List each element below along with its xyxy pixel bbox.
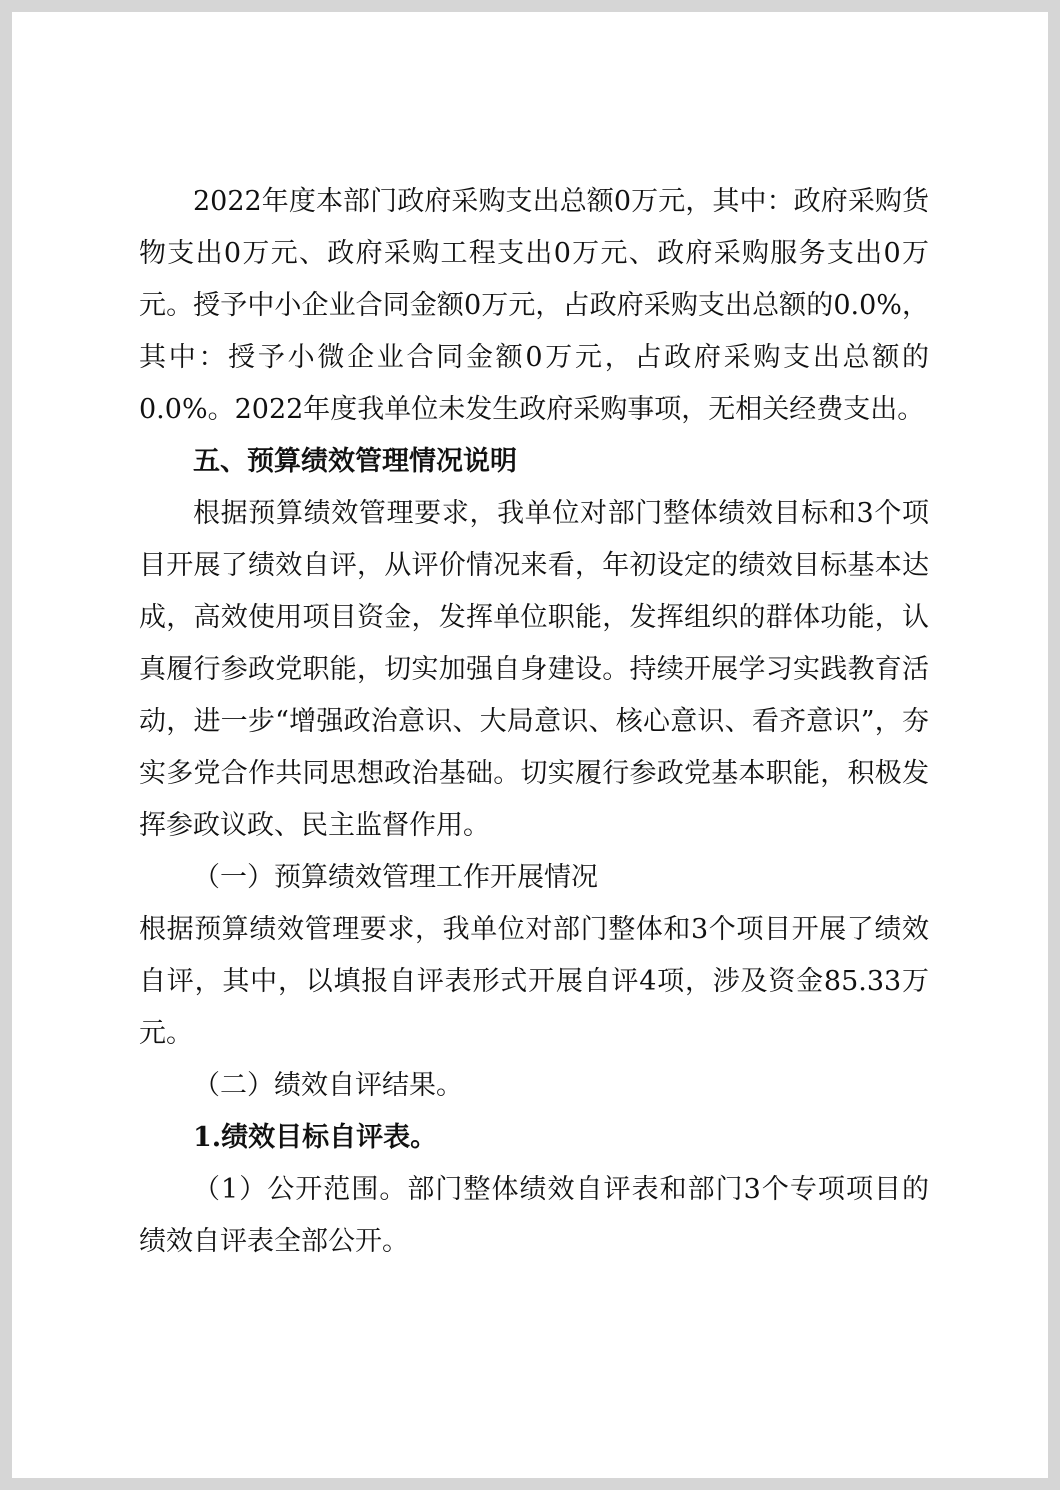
subheading-goal-table: 1.绩效目标自评表。 [193, 1122, 438, 1153]
paragraph-self-evaluation: 根据预算绩效管理要求，我单位对部门整体和3个项目开展了绩效自评，其中，以填报自评表形式开展自评4项，涉及资金85.33万元。 [139, 914, 929, 1049]
section-heading-five: 五、预算绩效管理情况说明 [193, 446, 517, 477]
paragraph-performance-overview: 根据预算绩效管理要求，我单位对部门整体绩效目标和3个项目开展了绩效自评，从评价情况来看，年初设定的绩效目标基本达成，高效使用项目资金，发挥单位职能，发挥组织的群体功能，认真履行参政党职能，切实加强自身建设。持续开展学习实践教育活动，进一步“增强政治意识、大局意识、核心意识、看齐意识”，夯实多党合作共同思想政治基础。切实履行参政党基本职能，积极发挥参政议政、民主监督作用。 [139, 498, 929, 841]
document-body [139, 176, 929, 1268]
document-page [12, 12, 1048, 1478]
subheading-work-progress: （一）预算绩效管理工作开展情况 [193, 862, 598, 893]
paragraph-disclosure-scope: （1）公开范围。部门整体绩效自评表和部门3个专项项目的绩效自评表全部公开。 [139, 1174, 929, 1257]
paragraph-procurement: 2022年度本部门政府采购支出总额0万元，其中：政府采购货物支出0万元、政府采购工程支出0万元、政府采购服务支出0万元。授予中小企业合同金额0万元，占政府采购支出总额的0.0%，其中：授予小微企业合同金额0万元，占政府采购支出总额的0.0%。2022年度我单位未发生政府采购事项，无相关经费支出。 [139, 186, 929, 425]
subheading-results: （二）绩效自评结果。 [193, 1070, 463, 1101]
